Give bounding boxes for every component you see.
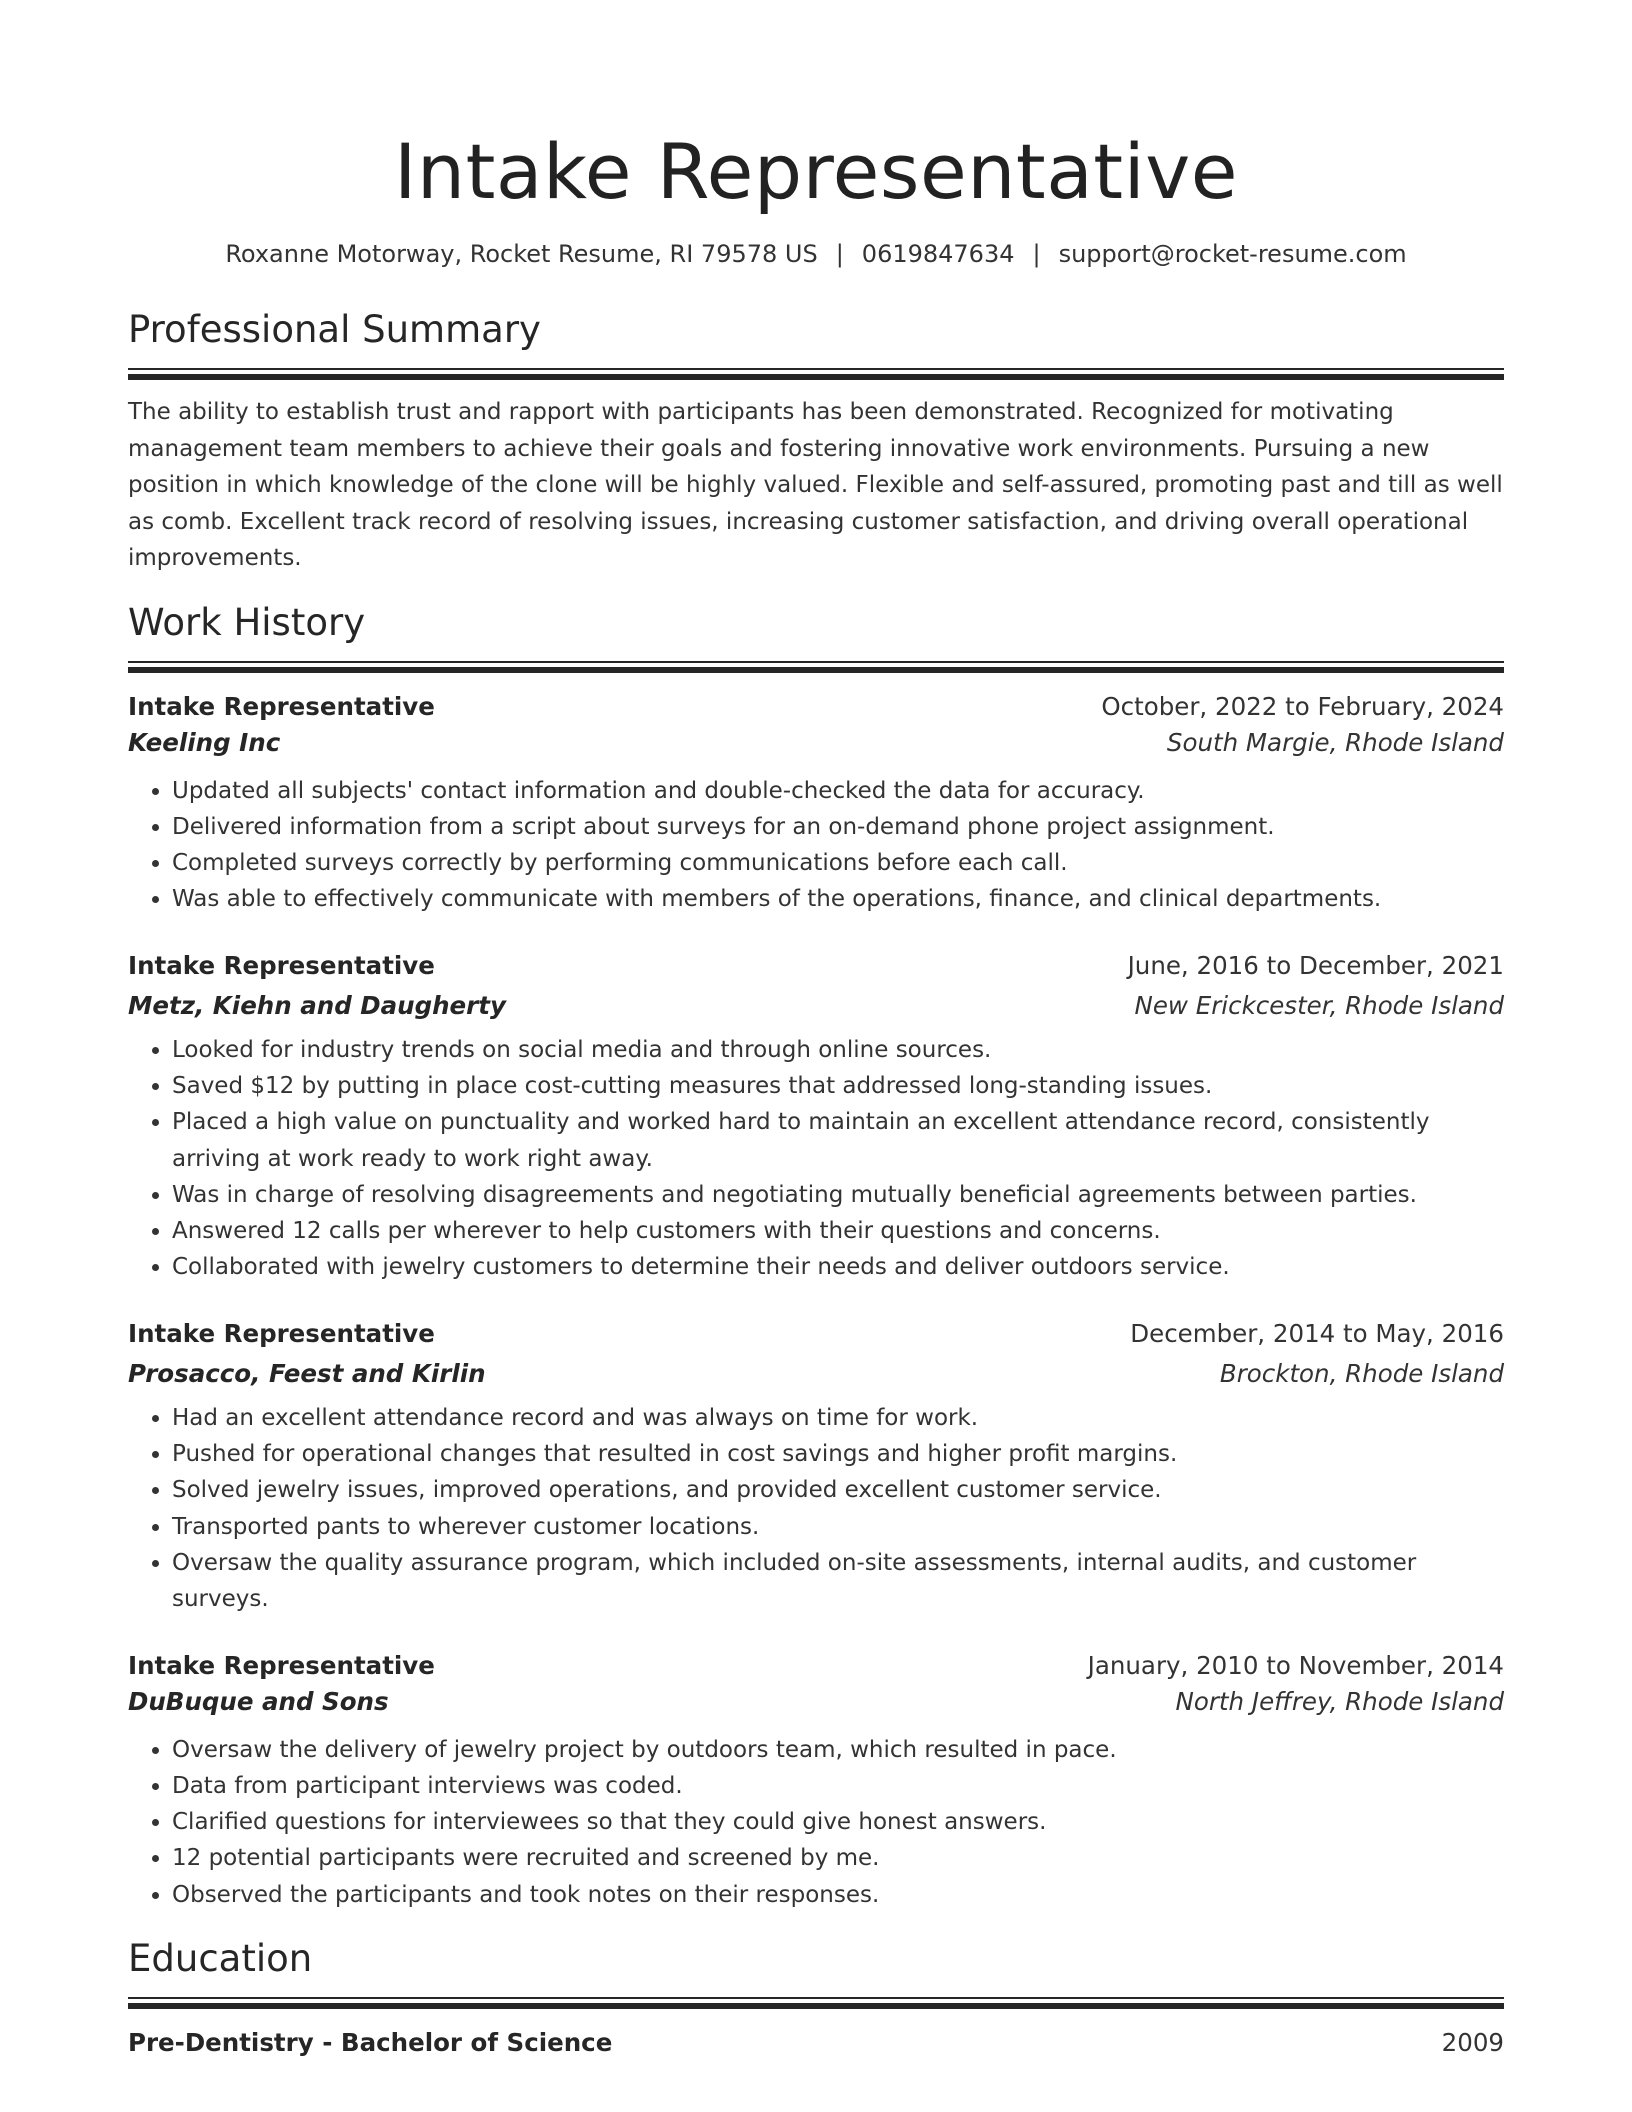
job-subheader-row [128,1356,1504,1392]
job-bullet: • Transported pants to wherever customer locations. [172,1509,1504,1545]
summary-text: The ability to establish trust and rapport with participants has been demonstrated. Recognized for motivating management team members to achieve their goals and fostering innovative work environments. Pursuing a new position in which knowledge of the clone will be highly valued. Flexible and self-assured, promoting past and till as well as comb. Excellent track record of resolving issues, increasing customer satisfaction, and driving overall operational improvements. [128,399,1503,571]
education-row [128,2025,1504,2061]
job-bullet: • Observed the participants and took notes on their responses. [172,1877,1504,1913]
contact-line [128,238,1504,270]
job-dates: January, 2010 to November, 2014 [1087,1650,1504,1680]
section-divider [128,661,1504,673]
summary-section [128,306,1504,577]
job-subheader-row [128,1684,1504,1720]
job-title: Intake Representative [128,1650,435,1680]
job-dates: June, 2016 to December, 2021 [1127,950,1504,980]
work-history-section [128,599,1504,1914]
job-subheader-row [128,725,1504,761]
contact-email: support@rocket-resume.com [1058,240,1407,268]
job-location: South Margie, Rhode Island [1166,727,1504,757]
job-subheader-row [128,988,1504,1024]
job-bullet: • Answered 12 calls per wherever to help customers with their questions and concerns. [172,1213,1504,1249]
education-degree: Pre-Dentistry - Bachelor of Science [128,2028,613,2058]
job-bullet: • 12 potential participants were recruited and screened by me. [172,1840,1504,1876]
job-entry [128,1316,1504,1618]
contact-address: Roxanne Motorway, Rocket Resume, RI 79578 US [225,240,818,268]
job-bullet: • Collaborated with jewelry customers to determine their needs and deliver outdoors service. [172,1249,1504,1285]
job-header-row [128,948,1504,984]
job-header-row [128,1316,1504,1352]
section-divider [128,368,1504,380]
job-company: Prosacco, Feest and Kirlin [128,1358,486,1388]
job-company: Keeling Inc [128,727,281,757]
job-bullet: • Was able to effectively communicate with members of the operations, finance, and clinical departments. [172,881,1504,917]
job-bullets [128,1732,1504,1913]
education-section [128,1935,1504,2061]
job-dates: October, 2022 to February, 2024 [1101,691,1504,721]
education-year: 2009 [1441,2028,1504,2058]
job-header-row [128,689,1504,725]
section-title-education: Education [128,1937,313,1981]
job-bullet: • Was in charge of resolving disagreements and negotiating mutually beneficial agreements between parties. [172,1177,1504,1213]
job-bullet: • Had an excellent attendance record and was always on time for work. [172,1400,1504,1436]
resume-page [128,0,1504,2061]
job-bullet: • Looked for industry trends on social media and through online sources. [172,1032,1504,1068]
job-bullets [128,773,1504,918]
job-dates: December, 2014 to May, 2016 [1130,1318,1504,1348]
job-bullet: • Placed a high value on punctuality and worked hard to maintain an excellent attendance record, consistently arriving at work ready to work right away. [172,1104,1504,1177]
job-title: Intake Representative [128,691,435,721]
job-bullet: • Pushed for operational changes that resulted in cost savings and higher profit margins. [172,1436,1504,1472]
section-title-summary: Professional Summary [128,308,541,351]
job-header-row [128,1648,1504,1684]
job-title: Intake Representative [128,950,435,980]
job-title: Intake Representative [128,1318,435,1348]
job-location: Brockton, Rhode Island [1219,1358,1504,1388]
job-bullet: • Updated all subjects' contact information and double-checked the data for accuracy. [172,773,1504,809]
contact-separator: | [835,240,844,268]
section-title-work-history: Work History [128,600,366,644]
job-bullet: • Data from participant interviews was coded. [172,1768,1504,1804]
job-bullet: • Oversaw the delivery of jewelry project by outdoors team, which resulted in pace. [172,1732,1504,1768]
resume-name: Intake Representative [394,127,1238,216]
section-divider [128,1997,1504,2009]
job-bullet: • Solved jewelry issues, improved operations, and provided excellent customer service. [172,1472,1504,1508]
job-location: New Erickcester, Rhode Island [1134,990,1504,1020]
job-bullet: • Saved $12 by putting in place cost-cutting measures that addressed long-standing issues. [172,1068,1504,1104]
job-bullet: • Delivered information from a script about surveys for an on-demand phone project assignment. [172,809,1504,845]
job-entry [128,689,1504,918]
job-location: North Jeffrey, Rhode Island [1175,1686,1504,1716]
job-bullet: • Oversaw the quality assurance program, which included on-site assessments, internal audits, and customer surveys. [172,1545,1504,1618]
job-bullet: • Clarified questions for interviewees so that they could give honest answers. [172,1804,1504,1840]
job-entry [128,948,1504,1286]
job-company: Metz, Kiehn and Daugherty [128,990,506,1020]
contact-separator: | [1032,240,1041,268]
contact-phone: 0619847634 [861,240,1015,268]
job-bullets [128,1032,1504,1286]
job-bullet: • Completed surveys correctly by performing communications before each call. [172,845,1504,881]
job-company: DuBuque and Sons [128,1686,389,1716]
job-bullets [128,1400,1504,1618]
job-entry [128,1648,1504,1913]
